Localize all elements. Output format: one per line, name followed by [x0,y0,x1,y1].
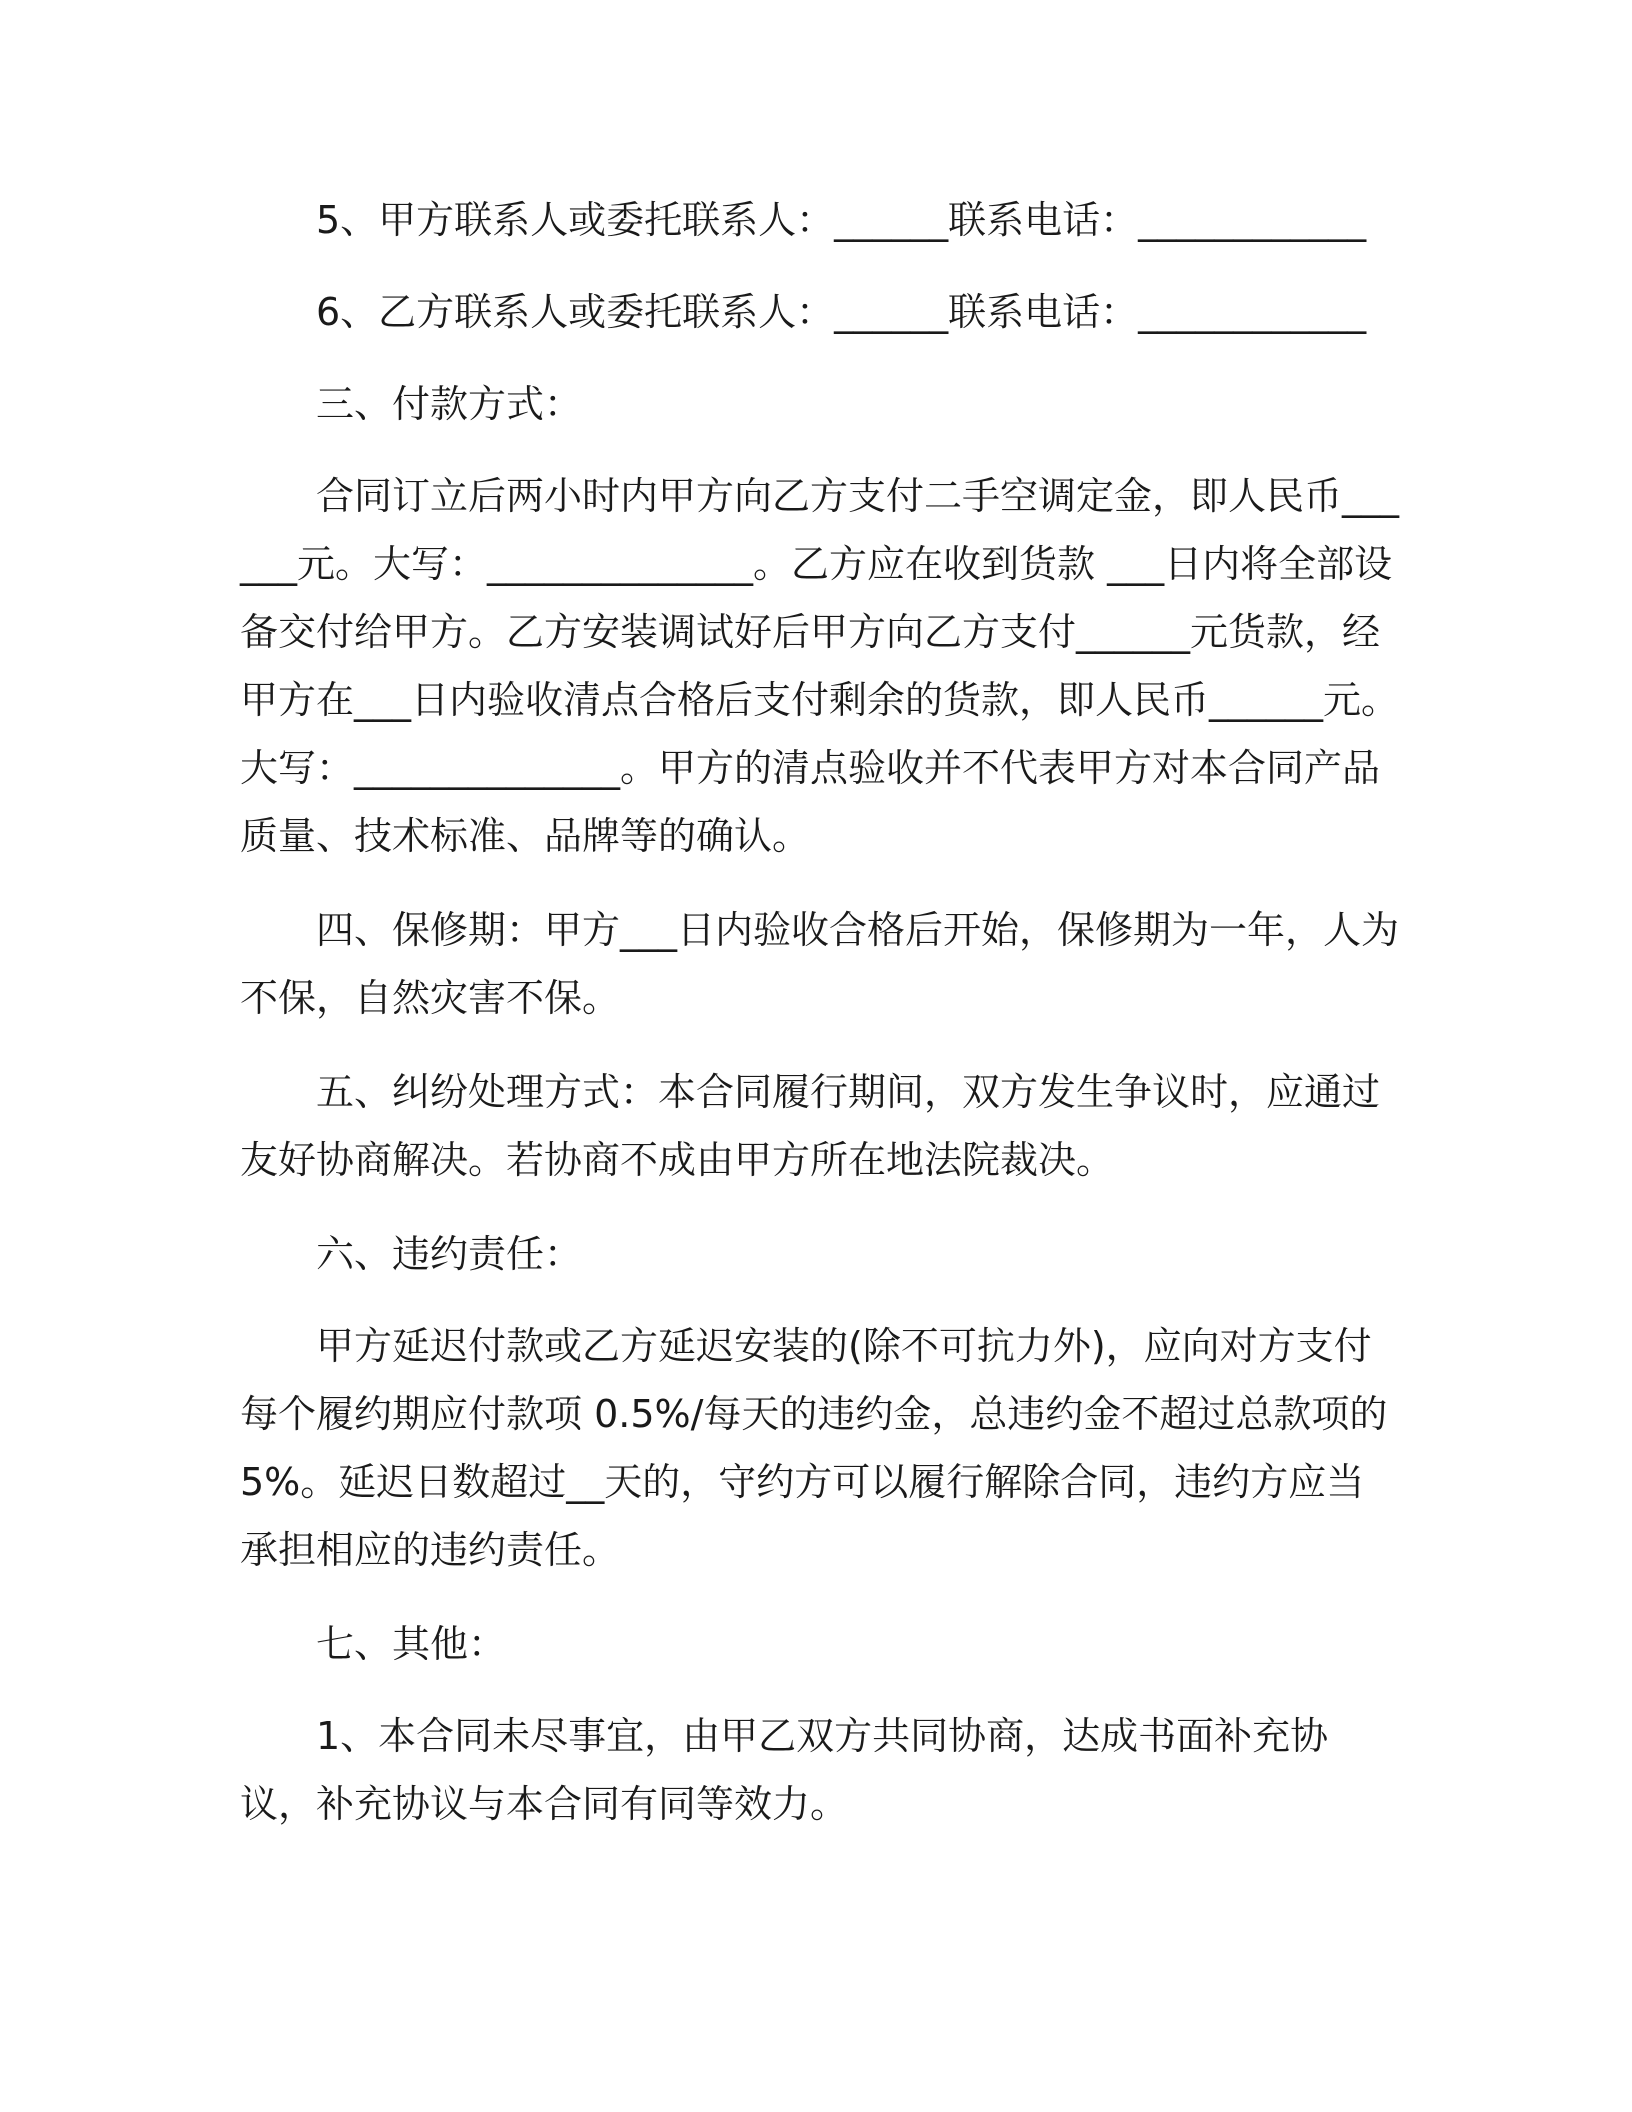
clause-party-a-contact: 5、甲方联系人或委托联系人：______联系电话：____________ [316,198,1367,242]
section-warranty: 四、保修期：甲方___日内验收合格后开始，保修期为一年，人为不保，自然灾害不保。 [240,908,1400,1020]
section-heading-liability: 六、违约责任： [316,1232,583,1276]
clause-party-b-contact: 6、乙方联系人或委托联系人：______联系电话：____________ [316,290,1367,334]
clause-liability-terms: 甲方延迟付款或乙方延迟安装的(除不可抗力外)，应向对方支付每个履约期应付款项 0.5%/每天的违约金，总违约金不超过总款项的5%。延迟日数超过__天的，守约方可以履行解除合同，违约方应当承担相应的违约责任。 [240,1324,1388,1572]
document-body [240,186,1400,1864]
section-heading-payment: 三、付款方式： [316,382,583,426]
clause-payment-terms: 合同订立后两小时内甲方向乙方支付二手空调定金，即人民币______元。大写：______________。乙方应在收到货款 ___日内将全部设备交付给甲方。乙方安装调试好后甲方向乙方支付______元货款，经甲方在___日内验收清点合格后支付剩余的货款，即人民币______元。大写：______________。甲方的清点验收并不代表甲方对本合同产品质量、技术标准、品牌等的确认。 [240,474,1400,858]
section-dispute-resolution: 五、纠纷处理方式：本合同履行期间，双方发生争议时，应通过友好协商解决。若协商不成由甲方所在地法院裁决。 [240,1070,1381,1182]
section-heading-other: 七、其他： [316,1622,507,1666]
clause-other-supplement: 1、本合同未尽事宜，由甲乙双方共同协商，达成书面补充协议，补充协议与本合同有同等效力。 [240,1714,1329,1826]
